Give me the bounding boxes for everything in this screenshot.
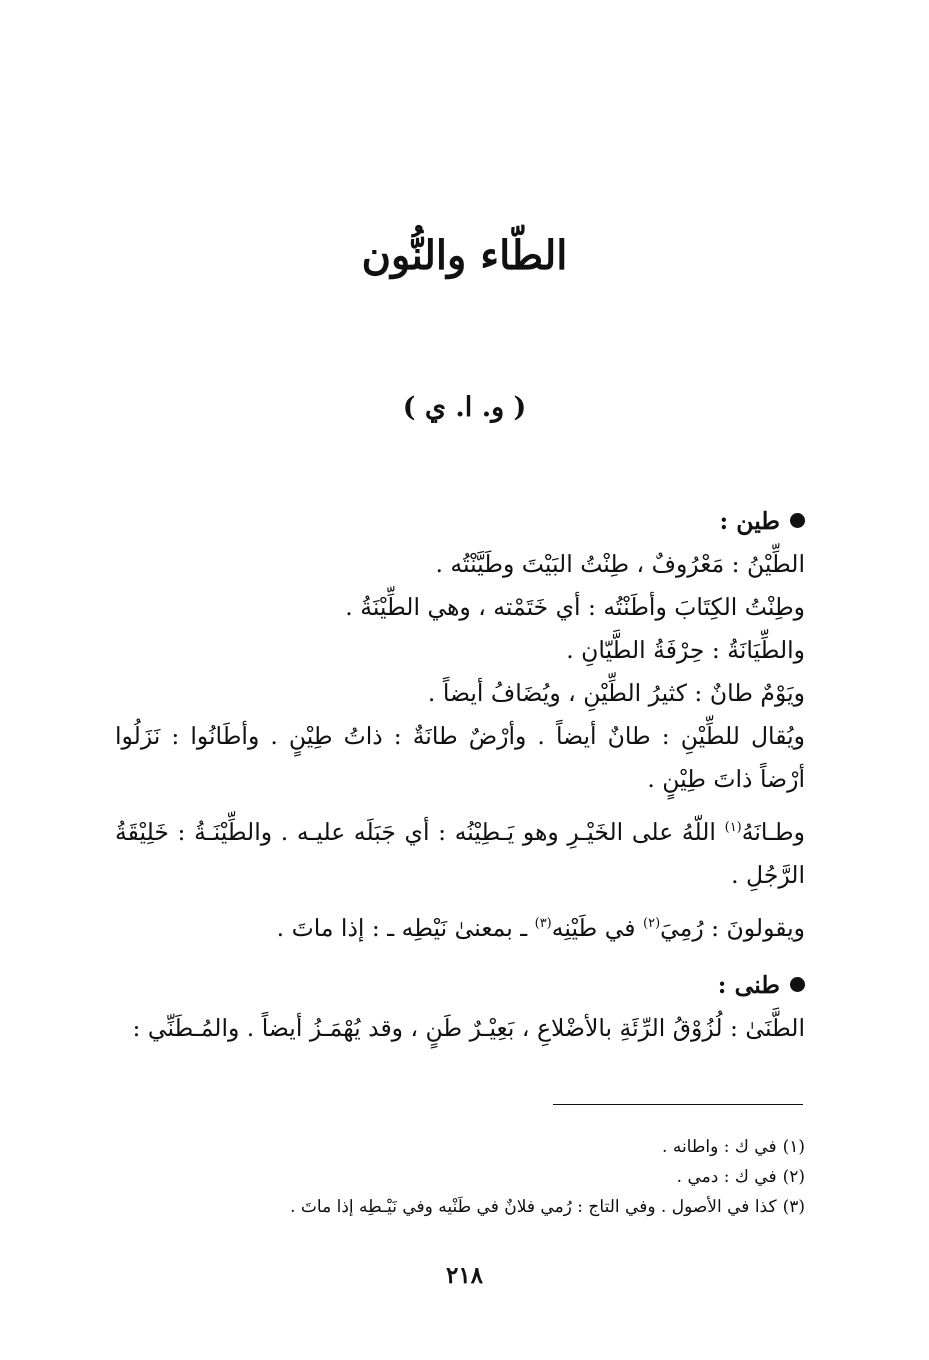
footnote-text: كذا في الأصول . وفي التاج : رُمي فلانٌ في طَنْيه وفي نَيْـطِه إذا ماتَ .: [290, 1197, 777, 1217]
footnote-number: (٢): [782, 1167, 805, 1187]
footnote-ref[interactable]: (١): [724, 820, 742, 836]
bullet-icon: [790, 977, 805, 992]
entry-head-label: طنى :: [717, 971, 780, 999]
entry-paragraph: ويُقال للطِّيْنِ : طانٌ أيضاً . وأرْضٌ طانَةٌ : ذاتُ طِيْنٍ . وأطَانُوا : نَزَلُوا أرْضاً ذاتَ طِيْنٍ .: [115, 722, 805, 793]
paragraph-text: وطـانَهُ: [741, 818, 805, 846]
entry-paragraph: [115, 811, 805, 897]
entry-head-label: طين :: [719, 507, 780, 535]
paragraph-text: في طَيْنِه: [551, 914, 643, 942]
entry-tin: [115, 500, 805, 950]
footnote-number: (١): [782, 1137, 805, 1157]
entry-head: [115, 500, 805, 543]
bullet-icon: [790, 513, 805, 528]
footnote-ref[interactable]: (٢): [643, 916, 661, 932]
entry-line: ويَوْمٌ طانٌ : كثيرُ الطِّيْنِ ، ويُضَافُ أيضاً .: [427, 679, 805, 707]
entry-head: [115, 964, 805, 1007]
paragraph-text: ـ بمعنىٰ نَيْطِه ـ : إذا ماتَ .: [276, 914, 535, 942]
chapter-title: الطّاء والنُّون: [361, 232, 568, 279]
entry-paragraph: [115, 907, 805, 950]
paragraph-text: اللّهُ على الخَيْـرِ وهو يَـطِيْنُه : أي جَبَلَه عليـه . والطِّيْنَـةُ : خَلِيْقَةُ الرَّجُلِ .: [115, 818, 805, 889]
footnote-text: في ك : دمي .: [676, 1167, 777, 1187]
footnote: [115, 1162, 805, 1192]
footnote-ref[interactable]: (٣): [534, 916, 552, 932]
footnote-divider: [553, 1104, 803, 1105]
root-heading: ( و. ا. ي ): [402, 392, 527, 423]
entry-tana: [115, 964, 805, 1050]
footnote-number: (٣): [782, 1197, 805, 1217]
footnote: [115, 1192, 805, 1222]
entry-line: وطِنْتُ الكِتَابَ وأطَنْتُه : أي خَتَمْته ، وهي الطِّيْنَةُ .: [345, 593, 805, 621]
page-number: ٢١٨: [445, 1262, 484, 1289]
body-text: [115, 500, 805, 1050]
entry-line: الطِّيْنُ : مَعْرُوفٌ ، طِنْتُ البَيْتَ وطَيَّنْتُه .: [435, 550, 805, 578]
footnotes: [115, 1132, 805, 1222]
footnote: [115, 1132, 805, 1162]
footnote-text: في ك : واطانه .: [662, 1137, 777, 1157]
entry-line: الطَّنَىٰ : لُزُوْقُ الرِّئَةِ بالأضْلاعِ ، بَعِيْـرٌ طَنٍ ، وقد يُهْمَـزُ أيضاً . والمُـطَنِّي :: [132, 1014, 805, 1042]
paragraph-text: ويقولونَ : رُمِيَ: [660, 914, 805, 942]
entry-line: والطِّيَانَةُ : حِرْفَةُ الطَّيّانِ .: [566, 636, 805, 664]
